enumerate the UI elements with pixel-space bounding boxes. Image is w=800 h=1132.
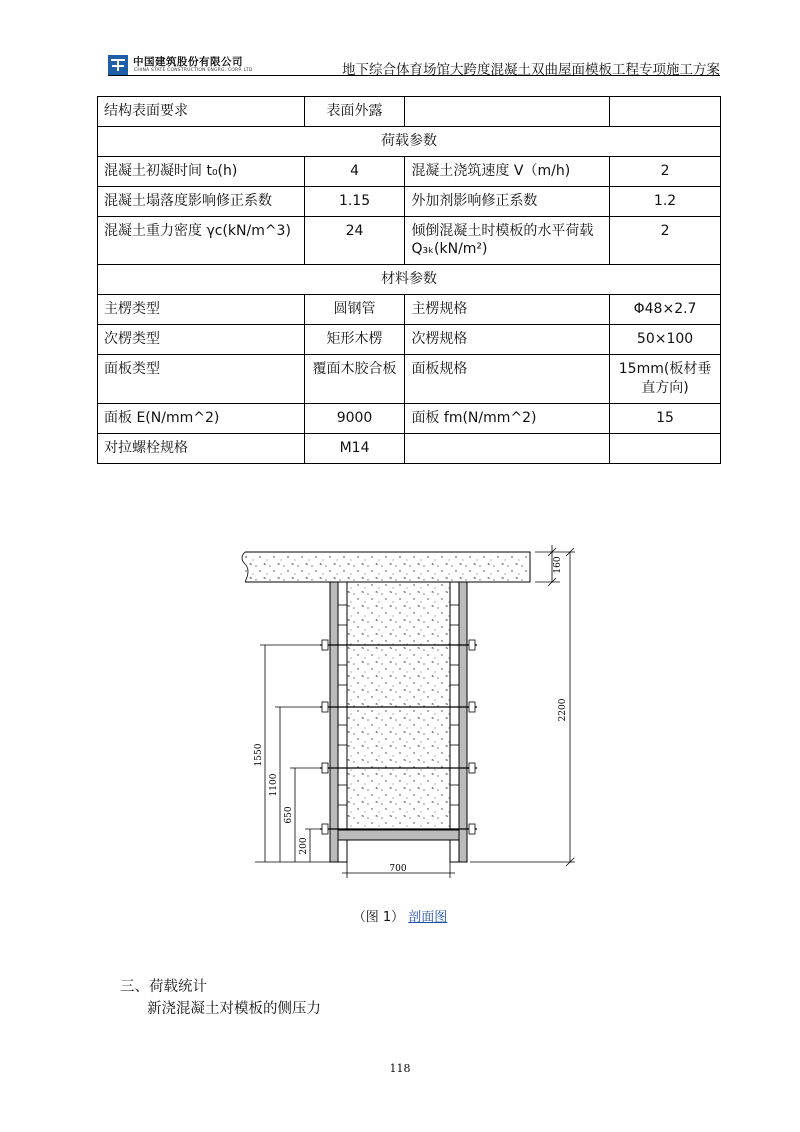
table-cell: 外加剂影响修正系数 [405, 186, 610, 216]
table-row [98, 295, 721, 325]
table-cell: 主楞规格 [405, 295, 610, 325]
section-header-load: 荷载参数 [98, 126, 721, 156]
table-section-row [98, 126, 721, 156]
table-cell: 圆钢管 [304, 295, 405, 325]
section-text: 新浇混凝土对模板的侧压力 [147, 1001, 321, 1017]
company-name-cn: 中国建筑股份有限公司 [133, 56, 243, 68]
table-cell: 1.2 [610, 186, 721, 216]
table-cell: 结构表面要求 [98, 97, 305, 127]
page-header [108, 50, 720, 80]
dim-1550: 1550 [254, 743, 264, 767]
table-cell: 混凝土塌落度影响修正系数 [98, 186, 305, 216]
table-cell [610, 97, 721, 127]
table-cell: 50×100 [610, 325, 721, 355]
table-cell: 4 [304, 156, 405, 186]
company-name-en: CHINA STATE CONSTRUCTION ENGRG. CORP. LTD [134, 68, 253, 73]
table-cell: 混凝土初凝时间 t₀(h) [98, 156, 305, 186]
table-row [98, 216, 721, 265]
table-row [98, 325, 721, 355]
left-dimension-lines [255, 645, 330, 862]
dim-200: 200 [299, 837, 309, 855]
page-number: 118 [389, 1062, 411, 1075]
table-cell: 24 [304, 216, 405, 265]
table-cell: 倾倒混凝土时模板的水平荷载 Q₃ₖ(kN/m²) [405, 216, 610, 265]
section-title: 三、荷载统计 [120, 979, 207, 995]
table-cell [405, 97, 610, 127]
table-cell: 覆面木胶合板 [304, 355, 405, 404]
caption-prefix: （图 1） [352, 910, 405, 925]
table-cell: 15mm(板材垂直方向) [610, 355, 721, 404]
table-cell [610, 433, 721, 463]
table-cell: 面板类型 [98, 355, 305, 404]
table-cell: 表面外露 [304, 97, 405, 127]
table-row [98, 156, 721, 186]
dim-1100: 1100 [269, 773, 279, 797]
right-side-form [459, 582, 467, 862]
document-title: 地下综合体育场馆大跨度混凝土双曲屋面模板工程专项施工方案 [342, 62, 720, 78]
table-cell: 2 [610, 156, 721, 186]
dim-700: 700 [389, 864, 407, 874]
table-cell: 次楞规格 [405, 325, 610, 355]
table-cell: 面板规格 [405, 355, 610, 404]
table-row [98, 355, 721, 404]
table-section-row [98, 265, 721, 295]
table-row [98, 97, 721, 127]
table-cell: M14 [304, 433, 405, 463]
beam-concrete [347, 582, 450, 830]
bottom-form [338, 830, 459, 840]
caption-link[interactable]: 剖面图 [408, 910, 448, 925]
table-cell [405, 433, 610, 463]
table-cell: 面板 E(N/mm^2) [98, 403, 305, 433]
table-cell: 2 [610, 216, 721, 265]
table-row [98, 433, 721, 463]
header-rule [108, 75, 720, 76]
table-row [98, 186, 721, 216]
table-cell: 混凝土重力密度 γc(kN/m^3) [98, 216, 305, 265]
parameters-table [97, 96, 721, 464]
table-cell: 9000 [304, 403, 405, 433]
company-logo [108, 55, 128, 75]
table-cell: Φ48×2.7 [610, 295, 721, 325]
table-cell: 主楞类型 [98, 295, 305, 325]
table-row [98, 403, 721, 433]
left-side-form [330, 582, 338, 862]
table-cell: 次楞类型 [98, 325, 305, 355]
dim-160: 160 [553, 556, 563, 574]
table-cell: 混凝土浇筑速度 V（m/h) [405, 156, 610, 186]
left-secondary-joist [338, 582, 347, 862]
table-cell: 面板 fm(N/mm^2) [405, 403, 610, 433]
section-header-material: 材料参数 [98, 265, 721, 295]
table-cell: 1.15 [304, 186, 405, 216]
table-cell: 15 [610, 403, 721, 433]
figure-caption [0, 906, 800, 925]
dim-2200: 2200 [558, 698, 568, 722]
section-drawing [230, 540, 580, 880]
table-cell: 对拉螺栓规格 [98, 433, 305, 463]
dim-650: 650 [284, 806, 294, 824]
table-cell: 矩形木楞 [304, 325, 405, 355]
right-secondary-joist [450, 582, 459, 862]
